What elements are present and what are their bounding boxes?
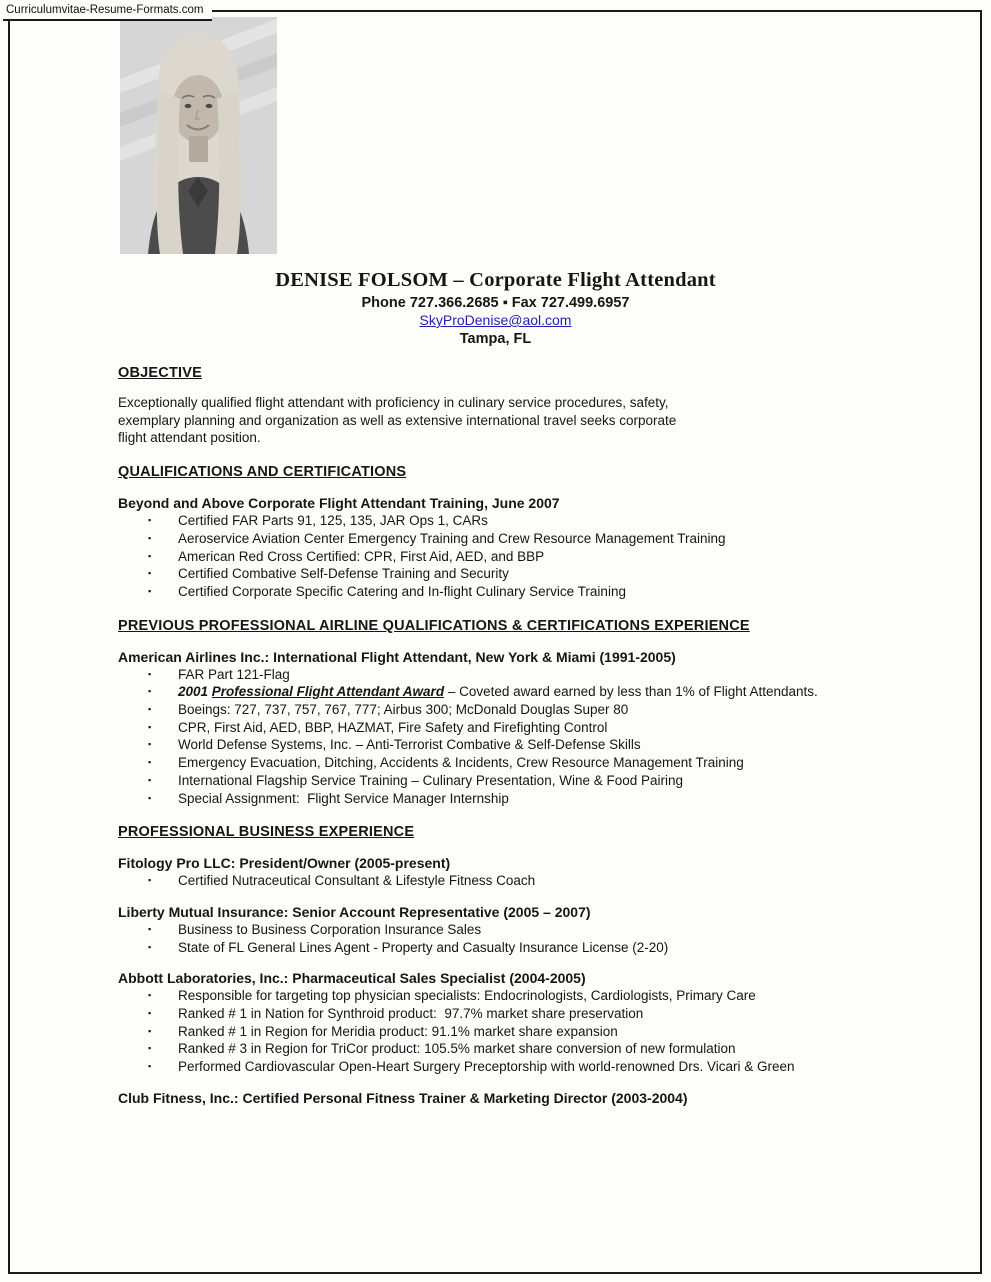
bullet-item — [118, 872, 933, 890]
bullet-text-part: Professional Flight Attendant Award — [211, 684, 445, 700]
bullet-item — [118, 1040, 933, 1058]
bullet-text: Boeings: 727, 737, 757, 767, 777; Airbus 300; McDonald Douglas Super 80 — [178, 702, 629, 718]
bullet-icon: ▪ — [148, 739, 152, 750]
bullet-text: Emergency Evacuation, Ditching, Accidents & Incidents, Crew Resource Management Training — [178, 755, 744, 771]
bullet-icon: ▪ — [148, 1025, 152, 1036]
section-heading: PREVIOUS PROFESSIONAL AIRLINE QUALIFICATIONS & CERTIFICATIONS EXPERIENCE — [118, 617, 750, 634]
bullet-icon: ▪ — [148, 568, 152, 579]
bullet-item — [118, 548, 933, 566]
section-heading: OBJECTIVE — [118, 365, 202, 381]
bullet-item — [118, 736, 933, 754]
bullet-item — [118, 987, 933, 1005]
bullet-text: American Red Cross Certified: CPR, First Aid, AED, and BBP — [178, 548, 545, 564]
bullet-text: CPR, First Aid, AED, BBP, HAZMAT, Fire Safety and Firefighting Control — [178, 719, 608, 735]
experience-block — [118, 1089, 933, 1107]
bullet-icon: ▪ — [148, 990, 152, 1001]
bullet-icon: ▪ — [148, 532, 152, 543]
portrait-illustration — [120, 17, 277, 254]
experience-block — [118, 648, 933, 808]
bullet-item — [118, 512, 933, 530]
bullet-icon: ▪ — [148, 792, 152, 803]
bullet-icon: ▪ — [148, 1008, 152, 1019]
resume-section — [118, 617, 933, 808]
experience-block — [118, 903, 933, 956]
bullet-icon: ▪ — [148, 941, 152, 952]
bullet-icon: ▪ — [148, 875, 152, 886]
bullet-text: Ranked # 3 in Region for TriCor product: 105.5% market share conversion of new formulation — [178, 1041, 736, 1057]
bullet-icon: ▪ — [148, 721, 152, 732]
bullet-item — [118, 1023, 933, 1041]
bullet-text: Aeroservice Aviation Center Emergency Training and Crew Resource Management Training — [178, 530, 726, 546]
resume-section — [118, 364, 933, 447]
bullet-item — [118, 790, 933, 808]
bullet-text: Responsible for targeting top physician specialists: Endocrinologists, Cardiologists, Primary Care — [178, 988, 756, 1004]
bullet-text: Performed Cardiovascular Open-Heart Surgery Preceptorship with world-renowned Drs. Vicari & Green — [178, 1059, 795, 1075]
job-subheading: American Airlines Inc.: International Flight Attendant, New York & Miami (1991-2005) — [118, 648, 676, 665]
bullet-text: Ranked # 1 in Nation for Synthroid product: 97.7% market share preservation — [178, 1006, 644, 1022]
bullet-item — [118, 666, 933, 684]
resume-section — [118, 823, 933, 1107]
bullet-text: Business to Business Corporation Insurance Sales — [178, 921, 482, 937]
bullet-text: Special Assignment: Flight Service Manager Internship — [178, 790, 509, 806]
experience-block — [118, 854, 933, 890]
job-subheading: Liberty Mutual Insurance: Senior Account Representative (2005 – 2007) — [118, 903, 591, 920]
email-line — [0, 312, 991, 330]
bullet-icon: ▪ — [148, 686, 152, 697]
bullet-text: Certified Combative Self-Defense Training and Security — [178, 566, 509, 582]
bullet-text: Certified Corporate Specific Catering and In-flight Culinary Service Training — [178, 583, 626, 599]
bullet-item — [118, 1058, 933, 1076]
bullet-item — [118, 939, 933, 957]
bullet-icon: ▪ — [148, 704, 152, 715]
bullet-item — [118, 701, 933, 719]
bullet-item — [118, 754, 933, 772]
job-subheading: Fitology Pro LLC: President/Owner (2005-present) — [118, 855, 451, 872]
experience-block — [118, 969, 933, 1076]
phone-fax-line: Phone 727.366.2685 ▪ Fax 727.499.6957 — [361, 295, 630, 311]
bullet-icon: ▪ — [148, 774, 152, 785]
watermark-url: Curriculumvitae-Resume-Formats.com — [3, 2, 212, 21]
bullet-text — [178, 683, 818, 701]
bullet-text: International Flagship Service Training – Culinary Presentation, Wine & Food Pairing — [178, 772, 684, 788]
bullet-icon: ▪ — [148, 515, 152, 526]
bullet-text: FAR Part 121-Flag — [178, 666, 290, 682]
bullet-text-part: – Coveted award earned by less than 1% of Flight Attendants. — [444, 684, 818, 700]
resume-section — [118, 463, 933, 601]
bullet-icon: ▪ — [148, 923, 152, 934]
section-heading: QUALIFICATIONS AND CERTIFICATIONS — [118, 464, 407, 481]
bullet-text: State of FL General Lines Agent - Property and Casualty Insurance License (2-20) — [178, 939, 669, 955]
email-link[interactable]: SkyProDenise@aol.com — [419, 312, 572, 328]
bullet-icon: ▪ — [148, 1061, 152, 1072]
bullet-icon: ▪ — [148, 757, 152, 768]
bullet-icon: ▪ — [148, 1043, 152, 1054]
bullet-item — [118, 1005, 933, 1023]
portrait-photo — [120, 17, 277, 254]
bullet-item — [118, 719, 933, 737]
bullet-icon: ▪ — [148, 585, 152, 596]
bullet-text: World Defense Systems, Inc. – Anti-Terrorist Combative & Self-Defense Skills — [178, 737, 641, 753]
job-subheading: Club Fitness, Inc.: Certified Personal Fitness Trainer & Marketing Director (2003-2004) — [118, 1089, 688, 1106]
resume-sections — [118, 364, 933, 1107]
bullet-item — [118, 583, 933, 601]
bullet-text: Certified FAR Parts 91, 125, 135, JAR Ops 1, CARs — [178, 513, 488, 529]
bullet-item — [118, 772, 933, 790]
bullet-text: Certified Nutraceutical Consultant & Lifestyle Fitness Coach — [178, 873, 536, 889]
bullet-text: Ranked # 1 in Region for Meridia product: 91.1% market share expansion — [178, 1023, 618, 1039]
candidate-name: DENISE FOLSOM – Corporate Flight Attendant — [275, 269, 716, 291]
objective-paragraph: Exceptionally qualified flight attendant with proficiency in culinary service procedures, safety, exemplary planning and organization as well as extensive international travel seeks corporate flight attendant position. — [118, 395, 681, 446]
section-heading: PROFESSIONAL BUSINESS EXPERIENCE — [118, 824, 415, 841]
location: Tampa, FL — [459, 331, 532, 347]
bullet-item — [118, 683, 933, 701]
bullet-icon: ▪ — [148, 550, 152, 561]
experience-block — [118, 494, 933, 601]
bullet-icon: ▪ — [148, 668, 152, 679]
job-subheading: Abbott Laboratories, Inc.: Pharmaceutical Sales Specialist (2004-2005) — [118, 970, 586, 987]
bullet-item — [118, 565, 933, 583]
resume-header — [0, 267, 991, 348]
bullet-item — [118, 530, 933, 548]
bullet-item — [118, 921, 933, 939]
job-subheading: Beyond and Above Corporate Flight Attendant Training, June 2007 — [118, 495, 560, 512]
bullet-text-part: 2001 — [178, 684, 212, 700]
